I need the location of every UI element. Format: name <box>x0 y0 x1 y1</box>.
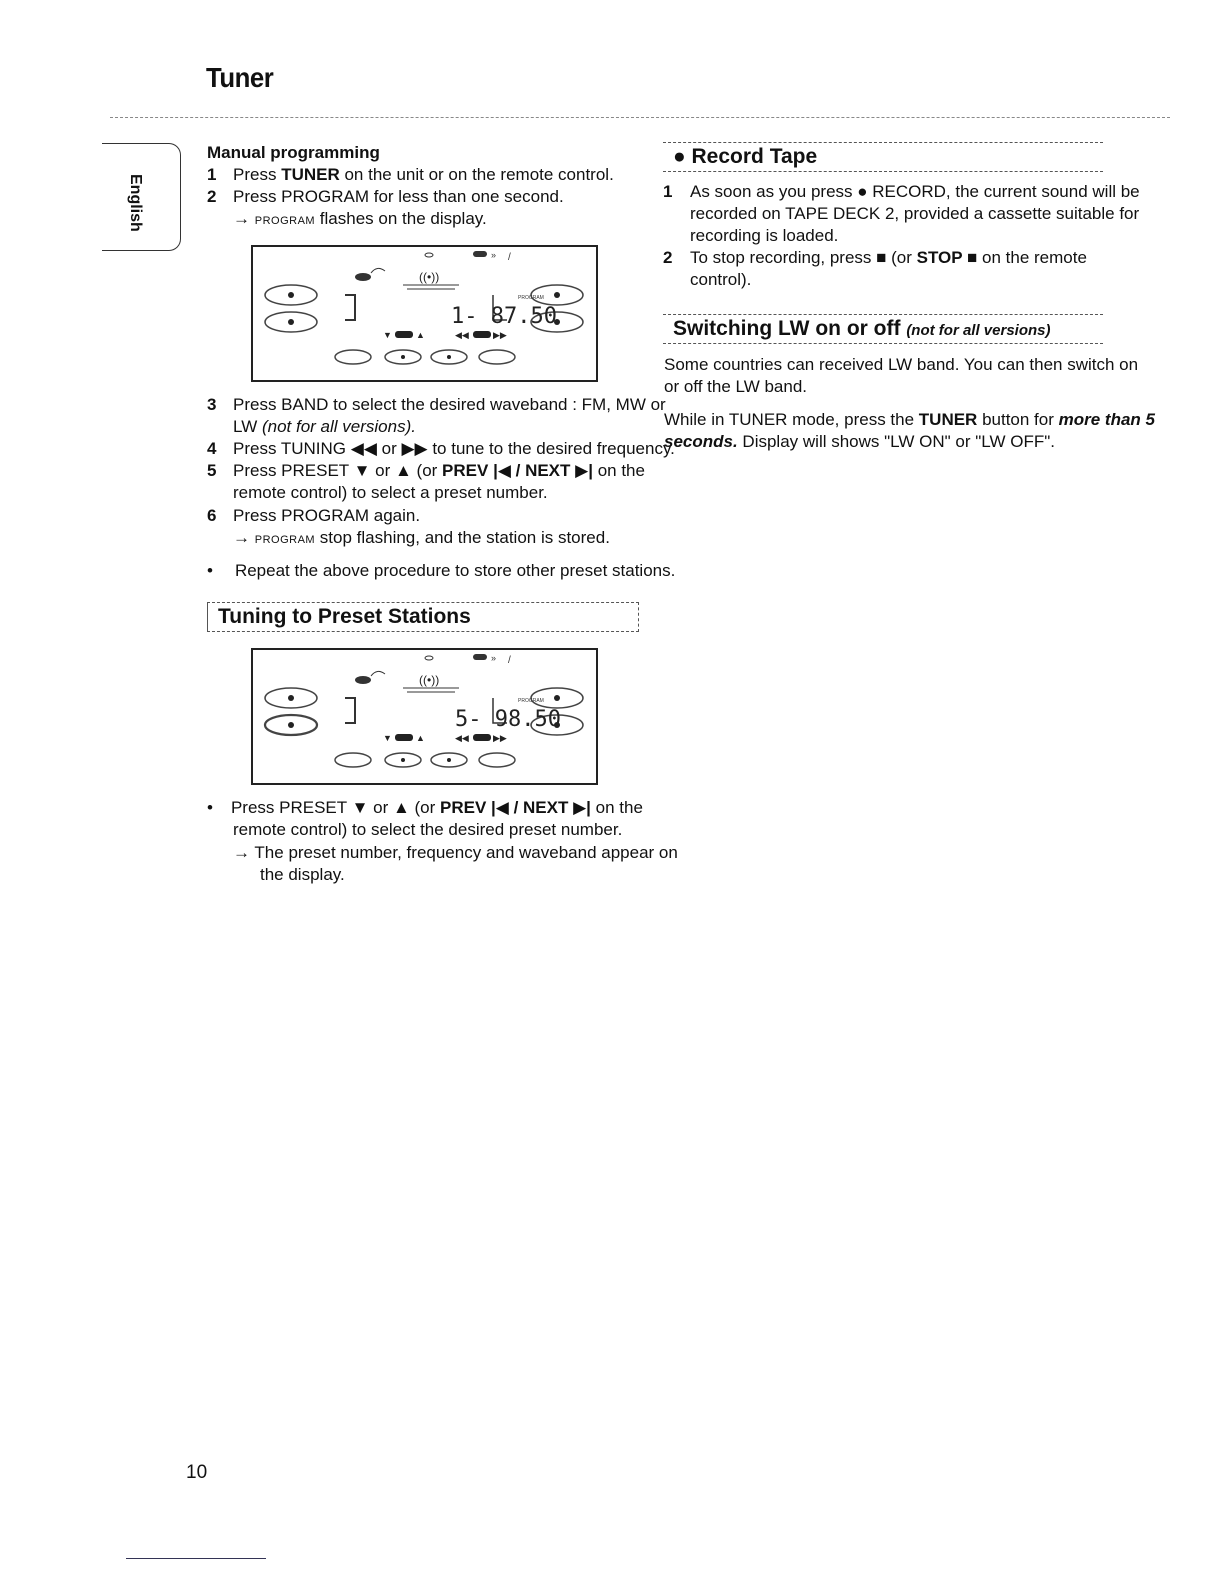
step-text: To stop recording, press ■ (or <box>690 248 917 267</box>
bullet-text: Repeat the above procedure to store other preset stations. <box>234 561 676 580</box>
svg-text:▶▶: ▶▶ <box>493 330 507 340</box>
arrow-note-2 <box>233 527 610 551</box>
step-italic: (not for all versions). <box>261 417 416 436</box>
display-graphic-1 <box>253 247 596 380</box>
record-step-2 <box>663 247 1087 269</box>
arrow-note-1 <box>233 208 487 232</box>
bullet-icon: • <box>207 561 213 580</box>
step-text: As soon as you press ● RECORD, the current sound will be <box>690 182 1140 201</box>
svg-text:PROGRAM: PROGRAM <box>518 698 544 704</box>
step-2 <box>207 186 564 208</box>
step-bold: TUNER <box>281 165 340 184</box>
display-1-readout: 1- 87.50 <box>451 304 557 329</box>
switching-lw-note: (not for all versions) <box>906 322 1051 339</box>
step-1 <box>207 164 614 186</box>
step-number: 2 <box>207 187 217 206</box>
svg-text:»: » <box>491 653 497 663</box>
step-text: Press BAND to select the desired waveband : FM, MW or <box>233 395 666 414</box>
svg-text:/: / <box>508 655 511 666</box>
page-title: Tuner <box>206 62 274 93</box>
lw-text: While in TUNER mode, press the <box>664 410 919 429</box>
arrow-note-text: The preset number, frequency and waveband appear on <box>254 843 678 862</box>
lw-text: button for <box>977 410 1059 429</box>
step-text: Press PRESET ▼ or ▲ (or <box>233 461 443 480</box>
record-step-2-line-2: control). <box>690 270 752 289</box>
svg-text:»: » <box>491 250 497 260</box>
display-illustration-1 <box>251 245 598 382</box>
header-divider <box>110 117 1170 118</box>
step-text: Press PROGRAM for less than one second. <box>233 187 564 206</box>
step-text: on the <box>592 461 645 480</box>
arrow-icon: → <box>233 528 255 547</box>
step-4 <box>207 438 675 460</box>
svg-text:▲: ▲ <box>416 330 425 340</box>
step-bold: PREV |◀ / NEXT ▶| <box>442 461 593 480</box>
svg-text:((•)): ((•)) <box>419 270 440 284</box>
footer-rule <box>126 1558 266 1559</box>
step-5 <box>207 460 645 482</box>
svg-text:◀◀: ◀◀ <box>455 330 469 340</box>
lw-paragraph-1-line-2: or off the LW band. <box>664 377 808 396</box>
arrow-note-text: flashes on the display. <box>315 209 487 228</box>
lw-paragraph-2-line-1 <box>664 409 1155 431</box>
step-text: Press <box>233 165 282 184</box>
step-number: 4 <box>207 439 217 458</box>
svg-text:▼: ▼ <box>383 733 392 743</box>
language-tab <box>102 143 181 251</box>
lw-bold-italic: seconds. <box>664 432 738 451</box>
bullet-repeat <box>207 560 675 582</box>
step-text: on the unit or on the remote control. <box>339 165 614 184</box>
step-text: LW <box>233 417 262 436</box>
bullet-text: on the <box>590 798 643 817</box>
step-number: 1 <box>663 182 673 201</box>
svg-text:◀◀: ◀◀ <box>455 733 469 743</box>
bullet-bold: PREV |◀ / NEXT ▶| <box>440 798 591 817</box>
display-2-readout: 5- 98.50 <box>455 707 561 732</box>
bullet-preset <box>207 797 643 819</box>
record-step-1 <box>663 181 1140 203</box>
language-tab-label: English <box>127 174 144 232</box>
svg-text:PROGRAM: PROGRAM <box>518 295 544 301</box>
step-text: Press TUNING ◀◀ or ▶▶ to tune to the desired frequency. <box>233 439 675 458</box>
arrow-note-3-line-2: the display. <box>260 865 345 884</box>
step-3 <box>207 394 666 416</box>
record-step-1-line-2: recorded on TAPE DECK 2, provided a cassette suitable for <box>690 204 1140 223</box>
step-number: 2 <box>663 248 673 267</box>
step-number: 3 <box>207 395 217 414</box>
bullet-icon: • <box>207 798 213 817</box>
step-number: 6 <box>207 506 217 525</box>
manual-programming-heading: Manual programming <box>207 143 380 162</box>
arrow-icon: → <box>233 843 255 862</box>
lw-bold-italic: more than 5 <box>1058 410 1155 429</box>
svg-text:▲: ▲ <box>416 733 425 743</box>
page-number: 10 <box>186 1462 208 1483</box>
record-step-1-line-3: recording is loaded. <box>690 226 839 245</box>
lw-paragraph-2-line-2 <box>664 431 1055 453</box>
step-number: 1 <box>207 165 217 184</box>
arrow-note-3 <box>233 842 678 864</box>
arrow-icon: → <box>233 209 255 228</box>
step-6 <box>207 505 421 527</box>
bullet-preset-line-2: remote control) to select the desired preset number. <box>233 820 623 839</box>
svg-text:((•)): ((•)) <box>419 673 440 687</box>
lw-paragraph-1-line-1: Some countries can received LW band. You can then switch on <box>664 355 1139 374</box>
step-5-line-2: remote control) to select a preset number. <box>233 483 548 502</box>
step-number: 5 <box>207 461 217 480</box>
svg-text:/: / <box>508 252 511 263</box>
arrow-note-text: stop flashing, and the station is stored. <box>315 528 610 547</box>
step-text: on the remote <box>977 248 1087 267</box>
display-graphic-2 <box>253 650 596 783</box>
step-bold: STOP ■ <box>916 248 978 267</box>
lw-bold: TUNER <box>918 410 978 429</box>
step-text: Press PROGRAM again. <box>233 506 421 525</box>
program-smallcaps: PROGRAM <box>254 534 316 546</box>
svg-text:▶▶: ▶▶ <box>493 733 507 743</box>
switching-lw-title: Switching LW on or off <box>673 317 901 340</box>
program-smallcaps: PROGRAM <box>254 215 316 227</box>
bullet-text: Press PRESET ▼ or ▲ (or <box>230 798 440 817</box>
display-illustration-2 <box>251 648 598 785</box>
switching-lw-heading <box>663 314 1103 344</box>
step-3-line-2 <box>233 416 416 438</box>
record-tape-heading: ● Record Tape <box>663 142 1103 172</box>
lw-text: Display will shows "LW ON" or "LW OFF". <box>737 432 1055 451</box>
svg-text:▼: ▼ <box>383 330 392 340</box>
tuning-presets-heading: Tuning to Preset Stations <box>207 602 639 632</box>
